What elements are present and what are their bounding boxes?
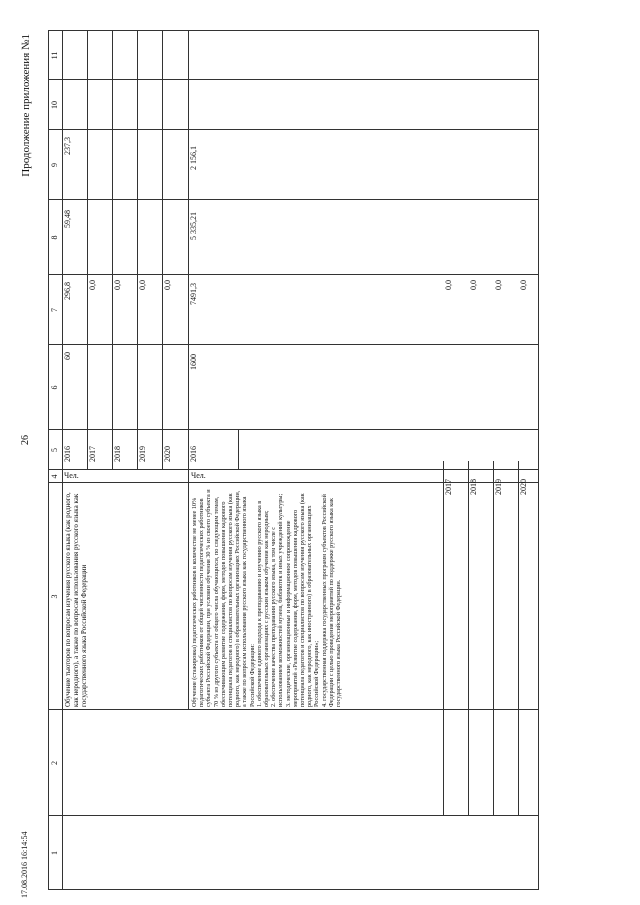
value-cell: 0,0 <box>469 280 478 290</box>
row-description: Обучение тьюторов по вопросам изучения русского языка (как родного, как неродного), а также по вопросам использования русского языка как государственного языка Российской Федерации <box>64 492 88 707</box>
col-header-1: 1 <box>50 851 59 855</box>
rotated-sheet <box>20 30 538 898</box>
row-unit: Чел. <box>64 471 79 480</box>
continuation-label: Продолжение приложения №1 <box>20 34 32 177</box>
year-cell: 2016 <box>63 446 72 462</box>
data-table <box>48 30 538 890</box>
page-number: 26 <box>20 435 31 445</box>
row-unit: Чел. <box>191 471 206 480</box>
year-cell: 2017 <box>88 446 97 462</box>
col-header-4: 4 <box>50 474 59 479</box>
value-cell: 59,48 <box>63 210 72 228</box>
col-header-2: 2 <box>50 761 59 765</box>
col-header-5: 5 <box>50 448 59 452</box>
value-cell: 1600 <box>189 354 198 370</box>
value-cell: 7491,3 <box>189 283 198 305</box>
col-header-7: 7 <box>50 308 59 312</box>
row-description: Обучение (стажировка) педагогических работников в количестве не менее 10% педагогических работников от общей численности педагогических работников субъекта Российской Федерации, при условии обучения 30 % из своего субъекта и 70 % из другого субъекта от общего числа обучающихся, по следующим темам, обеспечивающим развитие содержания, форм, методов повышения кадрового потенциала педагогов и специалистов по вопросам изучения русского языка (как родного, как неродного) в образовательных организациях Российской Федерации, а также по вопросам использования русского языка как государственного языка Российской Федерации: 1. обеспечение единого подхода к преподаванию и изучению русского языка в образовательных организациях с русским языком обучения как неродным; 2. обеспечение качества преподавания русского языка, в том числе с использованием возможностей музеев, библиотек и иных учреждений культуры; 3. методические, организационные и информационное сопровождение мероприятий «Развитие содержания, форм, методов повышения кадрового потенциала педагогов и специалистов по вопросам изучения русского языка (как родного, как неродного, как иностранного) в образовательных организациях Российской Федерации»; 4. государственная поддержка государственных программ субъектов Российской Федерации с целью проведения мероприятий по поддержке русского языка как государственного языка Российской Федерации. <box>191 489 343 707</box>
year-cell: 2017 <box>444 479 453 495</box>
value-cell: 296,8 <box>63 282 72 300</box>
value-cell: 0,0 <box>163 280 172 290</box>
year-cell: 2019 <box>494 479 503 495</box>
col-header-10: 10 <box>50 101 59 109</box>
year-cell: 2018 <box>113 446 122 462</box>
year-cell: 2016 <box>189 446 198 462</box>
value-cell: 0,0 <box>88 280 97 290</box>
year-cell: 2018 <box>469 479 478 495</box>
value-cell: 0,0 <box>113 280 122 290</box>
value-cell: 0,0 <box>494 280 503 290</box>
col-header-11: 11 <box>50 51 59 60</box>
col-header-6: 6 <box>50 385 59 390</box>
year-cell: 2020 <box>163 446 172 462</box>
value-cell: 0,0 <box>138 280 147 290</box>
col-header-3: 3 <box>50 594 59 599</box>
col-header-8: 8 <box>50 235 59 240</box>
year-cell: 2020 <box>519 479 528 495</box>
value-cell: 237,3 <box>63 137 72 155</box>
value-cell: 60 <box>63 352 72 360</box>
year-cell: 2019 <box>138 446 147 462</box>
value-cell: 0,0 <box>444 280 453 290</box>
timestamp: 17.08.2016 16:14:54 <box>20 831 29 898</box>
value-cell: 0,0 <box>519 280 528 290</box>
value-cell: 5 335,21 <box>189 212 198 240</box>
col-header-9: 9 <box>50 163 59 167</box>
value-cell: 2 156,1 <box>189 146 198 170</box>
